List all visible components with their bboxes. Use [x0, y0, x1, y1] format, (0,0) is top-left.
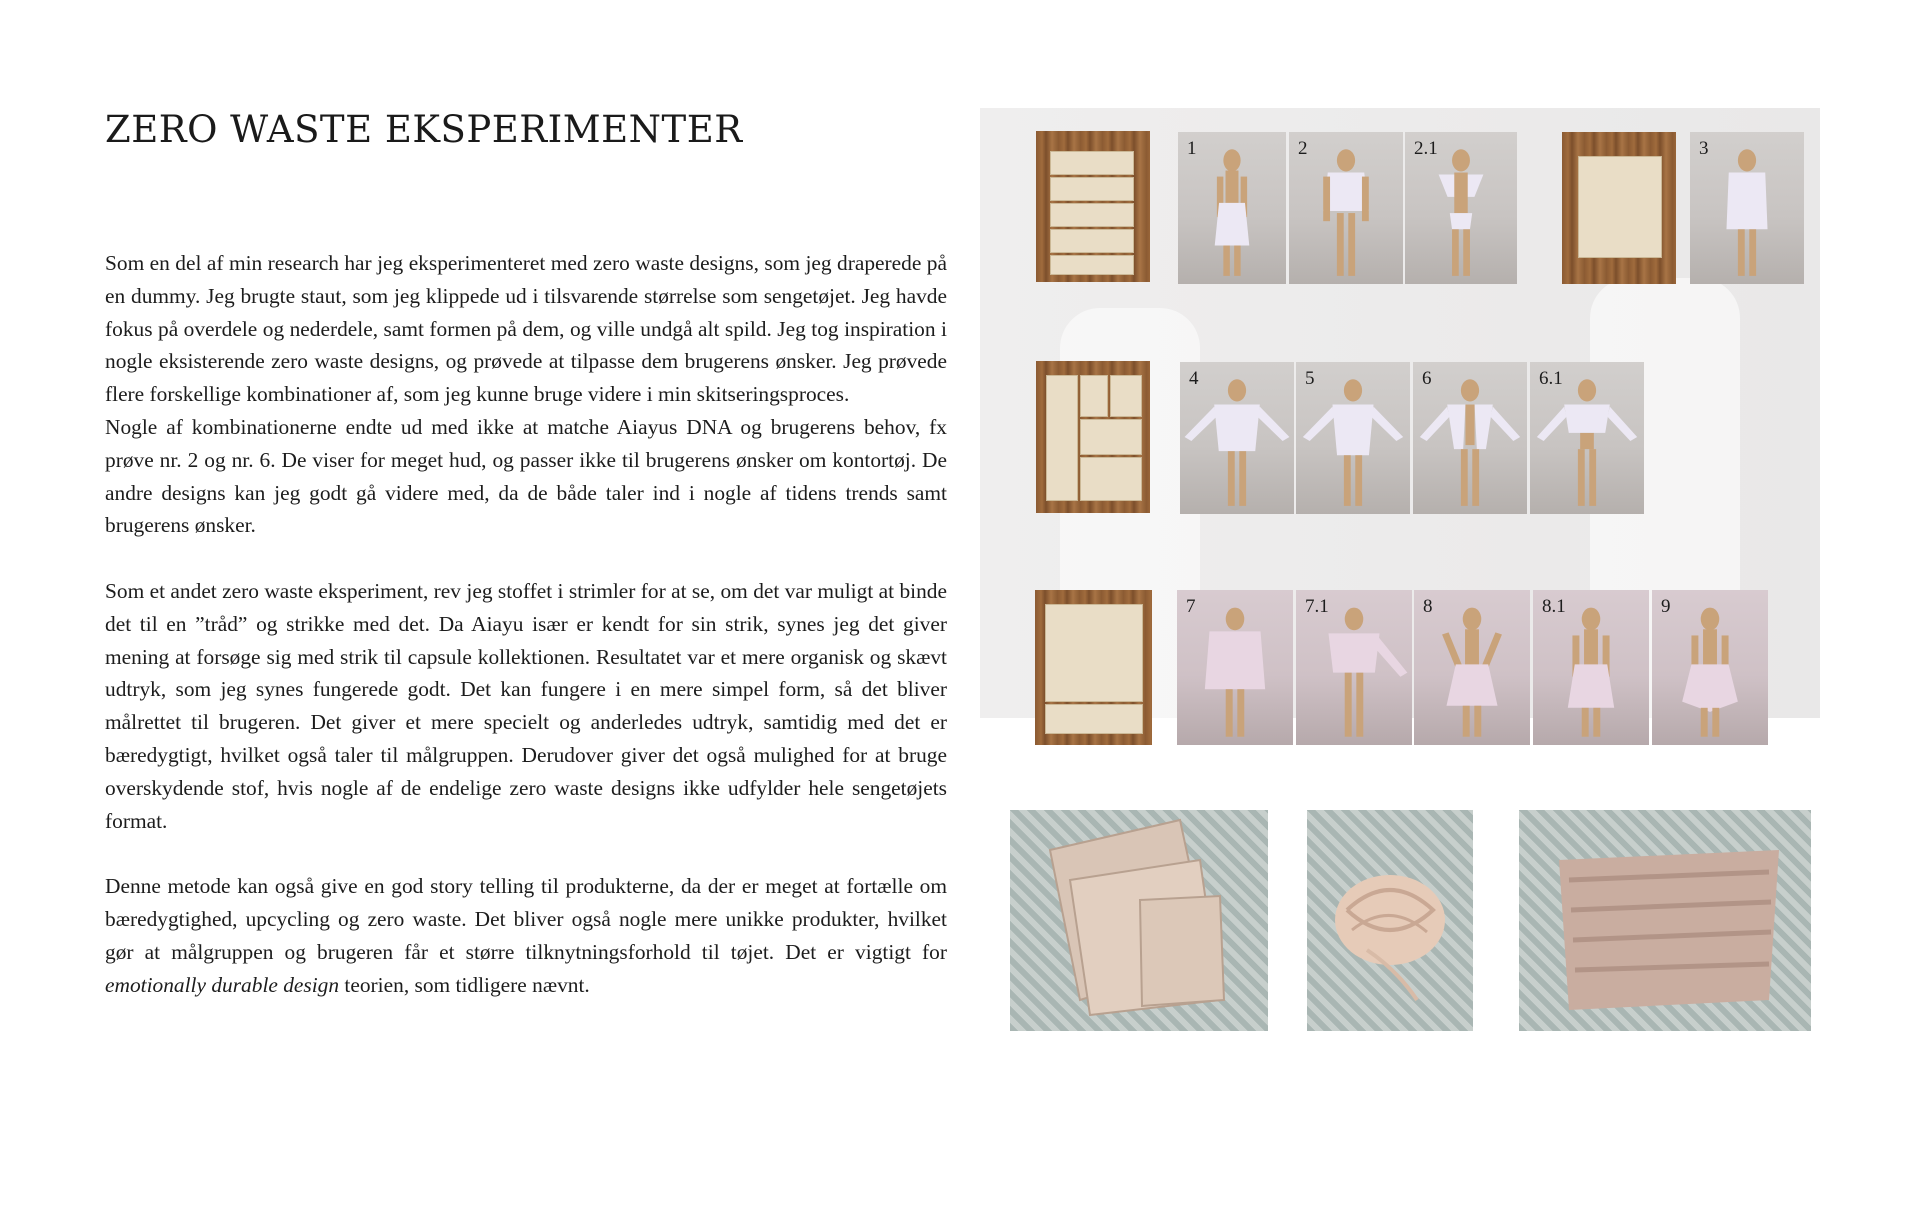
paragraph-combinations: Nogle af kombinationerne endte ud med ikke at matche Aiayus DNA og brugerens behov, fx prøve nr. 2 og nr. 6. De viser for meget hud, og passer ikke til brugerens ønsker om kontortøj. De andre designs kan jeg godt gå videre med, da de både taler ind i nogle af tidens trends samt brugerens ønsker.	[105, 414, 947, 538]
photo-label: 3	[1699, 138, 1709, 159]
photo-label: 2	[1298, 138, 1308, 159]
page-title: ZERO WASTE EKSPERIMENTER	[105, 108, 743, 151]
storytelling-emphasis: emotionally durable design	[105, 972, 340, 997]
storytelling-text-start: Denne metode kan også give en god story telling til produkterne, da der er meget at fortælle om bæredygtighed, upcycling og zero waste. Det bliver også nogle mere unikke produkter, hvilket gør at målgruppen og brugeren får et større tilknytningsforhold til tøjet. Det er vigtigt for	[105, 874, 947, 964]
torn-fabric-pieces-photo	[1010, 810, 1268, 1031]
knitted-swatch-photo	[1519, 810, 1811, 1031]
storytelling-text-end: teorien, som tidligere nævnt.	[339, 972, 590, 997]
paragraph-knit-experiment: Som et andet zero waste eksperiment, rev jeg stoffet i strimler for at se, om det var muligt at binde det til en ”tråd” og strikke med det. Da Aiayu især er kendt for sin strik, synes jeg det giver mening at forsøge sig med strik til capsule kollektionen. Resultatet var et mere organisk og skævt udtryk, som jeg synes fungerede godt. Det kan fungere i en mere simpel form, så det bliver målrettet til brugeren. Det giver et mere specielt og anderledes udtryk, samtidig med det er bæredygtigt, hvilket også taler til målgruppen. Derudover giver det også mulighed for at bruge overskydende stof, hvis nogle af de endelige zero waste designs ikke udfylder hele sengetøjets format.	[105, 578, 947, 833]
fabric-layout-photo-3	[1562, 132, 1676, 284]
drape-photo-2	[1289, 132, 1403, 284]
drape-photo-1	[1178, 132, 1286, 284]
photo-label: 6.1	[1539, 368, 1563, 389]
drape-photo-7	[1177, 590, 1293, 745]
drape-photo-8	[1414, 590, 1530, 745]
drape-photo-3	[1690, 132, 1804, 284]
fabric-layout-photo-7	[1035, 590, 1152, 745]
fabric-layout-photo-1	[1036, 131, 1150, 282]
photo-label: 1	[1187, 138, 1197, 159]
photo-label: 5	[1305, 368, 1315, 389]
drape-photo-9	[1652, 590, 1768, 745]
photo-label: 9	[1661, 596, 1671, 617]
photo-label: 7	[1186, 596, 1196, 617]
photo-label: 8	[1423, 596, 1433, 617]
fabric-layout-photo-4	[1036, 361, 1150, 513]
drape-photo-6-1	[1530, 362, 1644, 514]
drape-photo-5	[1296, 362, 1410, 514]
paragraph-storytelling	[105, 870, 947, 1001]
drape-photo-7-1	[1296, 590, 1412, 745]
photo-label: 4	[1189, 368, 1199, 389]
drape-photo-4	[1180, 362, 1294, 514]
body-text	[105, 247, 947, 1001]
drape-photo-8-1	[1533, 590, 1649, 745]
fabric-strips-photo	[1307, 810, 1473, 1031]
photo-label: 2.1	[1414, 138, 1438, 159]
drape-photo-2-1	[1405, 132, 1517, 284]
photo-label: 8.1	[1542, 596, 1566, 617]
photo-label: 6	[1422, 368, 1432, 389]
paragraph-intro: Som en del af min research har jeg eksperimenteret med zero waste designs, som jeg draperede på en dummy. Jeg brugte staut, som jeg klippede ud i tilsvarende størrelse som sengetøjet. Jeg havde fokus på overdele og nederdele, samt formen på dem, og ville undgå alt spild. Jeg tog inspiration i nogle eksisterende zero waste designs, og prøvede at tilpasse dem brugerens ønsker. Jeg prøvede flere forskellige kombinationer af, som jeg kunne bruge videre i min skitseringsproces.	[105, 251, 947, 407]
photo-label: 7.1	[1305, 596, 1329, 617]
drape-photo-6	[1413, 362, 1527, 514]
